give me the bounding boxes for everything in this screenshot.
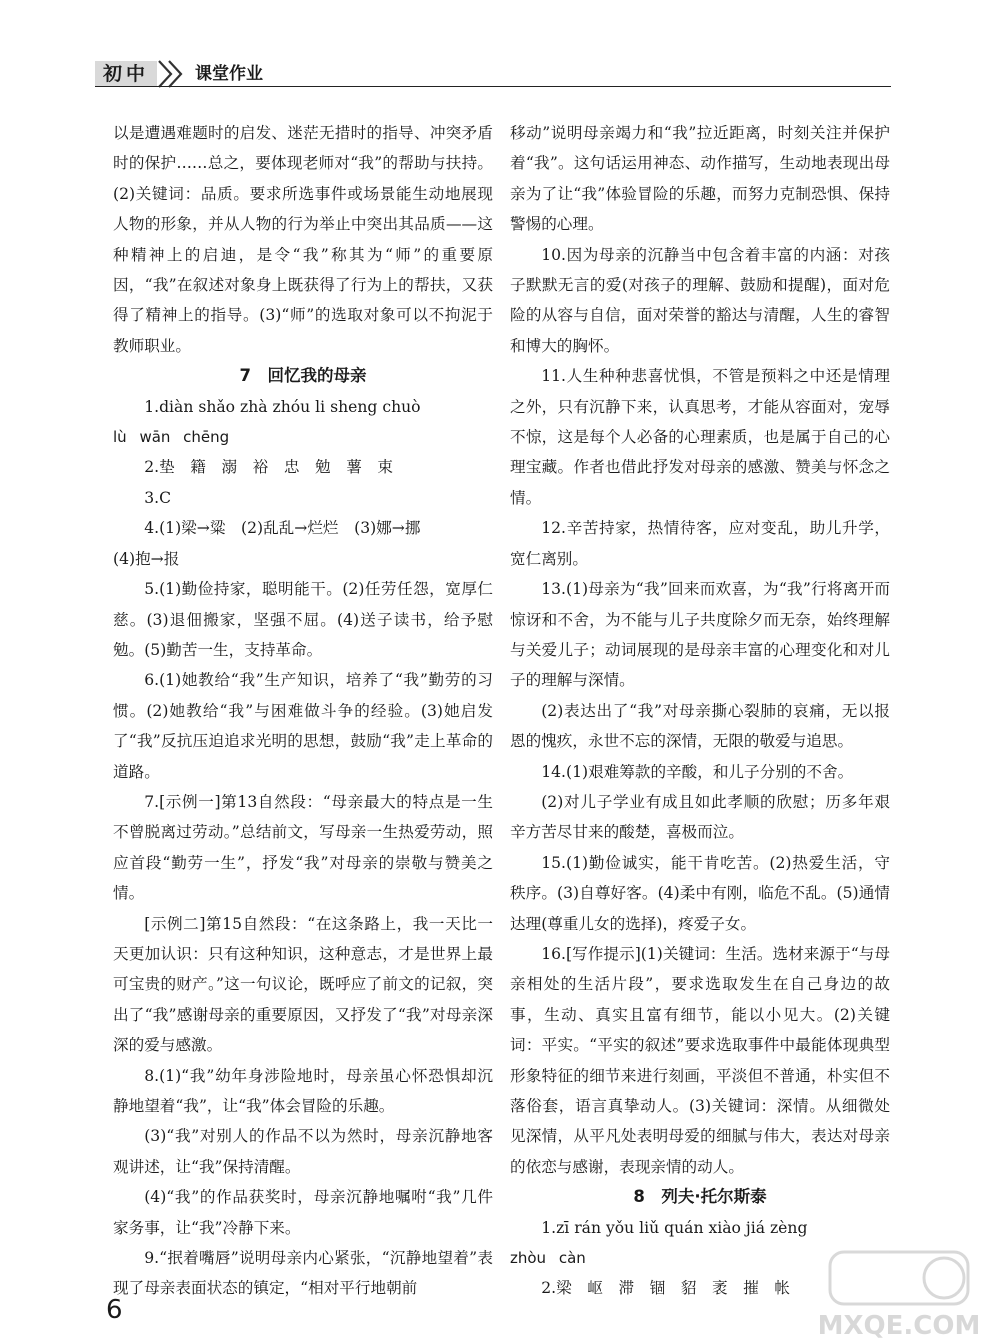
section-heading: 8 列夫·托尔斯泰	[633, 1187, 767, 1207]
answer-paragraph: 4.(1)梁→粱 (2)乱乱→烂烂 (3)娜→挪	[144, 519, 421, 538]
answer-paragraph: 6.(1)她教给“我”生产知识，培养了“我”勤劳的习惯。(2)她教给“我”与困难做斗争的经验。(3)她启发了“我”反抗压迫追求光明的思想，鼓励“我”走上革命的道路。	[113, 671, 493, 781]
answer-paragraph: 7.[示例一]第13自然段：“母亲最大的特点是一生不曾脱离过劳动。”总结前文，写母亲一生热爱劳动，照应首段“勤劳一生”，抒发“我”对母亲的崇敬与赞美之情。	[113, 792, 493, 903]
answer-paragraph: 8.(1)“我”幼年身涉险地时，母亲虽心怀恐惧却沉静地望着“我”，让“我”体会冒险的乐趣。	[113, 1066, 493, 1115]
header-rule	[95, 86, 891, 87]
answer-paragraph: 2.梁 岖 滞 锢 貂 袤 摧 帐	[541, 1279, 790, 1298]
page-number: 6	[106, 1295, 123, 1325]
answer-paragraph: (3)“我”对别人的作品不以为然时，母亲沉静地客观讲述，让“我”保持清醒。	[113, 1127, 493, 1176]
svg-text:MXQE.COM: MXQE.COM	[817, 1311, 981, 1341]
answer-paragraph: 10.因为母亲的沉静当中包含着丰富的内涵：对孩子默默无言的爱(对孩子的理解、鼓励和提醒)，面对危险的从容与自信，面对荣誉的豁达与清醒，人生的睿智和博大的胸怀。	[510, 245, 890, 355]
left-column	[113, 118, 493, 1304]
answer-paragraph: 5.(1)勤俭持家，聪明能干。(2)任劳任怨，宽厚仁慈。(3)退佃搬家，坚强不屈。(4)送子读书，给予慰勉。(5)勤苦一生，支持革命。	[113, 580, 493, 659]
book-subtitle: 课堂作业	[195, 64, 263, 84]
level-tag: 初中	[95, 61, 157, 87]
right-column	[510, 118, 890, 1304]
answer-paragraph: 13.(1)母亲为“我”回来而欢喜，为“我”行将离开而惊讶和不舍，为不能与儿子共度除夕而无奈，始终理解与关爱儿子；动词展现的是母亲丰富的心理变化和对儿子的理解与深情。	[510, 580, 890, 690]
answer-paragraph: 3.C	[144, 488, 171, 507]
answer-paragraph: 以是遭遇难题时的启发、迷茫无措时的指导、冲突矛盾时的保护……总之，要体现老师对“我”的帮助与扶持。(2)关键词：品质。要求所选事件或场景能生动地展现人物的形象，并从人物的行为举止中突出其品质——这种精神上的启迪，是令“我”称其为“师”的重要原因，“我”在叙述对象身上既获得了行为上的帮扶，又获得了精神上的指导。(3)“师”的选取对象可以不拘泥于教师职业。	[113, 124, 493, 355]
answer-paragraph: (2)对儿子学业有成且如此孝顺的欣慰；历多年艰辛方苦尽甘来的酸楚，喜极而泣。	[510, 792, 890, 842]
answer-paragraph: lù wān chēng	[113, 428, 230, 447]
watermark-logo	[817, 1248, 981, 1341]
answer-paragraph: (4)抱→报	[113, 549, 180, 568]
answer-paragraph: 9.“抿着嘴唇”说明母亲内心紧张，“沉静地望着”表现了母亲表面状态的镇定，“相对平行地朝前	[113, 1249, 493, 1298]
answer-paragraph: (4)“我”的作品获奖时，母亲沉静地嘱咐“我”几件家务事，让“我”冷静下来。	[113, 1188, 493, 1237]
answer-paragraph: 15.(1)勤俭诚实，能干肯吃苦。(2)热爱生活，守秩序。(3)自尊好客。(4)柔中有刚，临危不乱。(5)通情达理(尊重儿女的选择)，疼爱子女。	[510, 853, 890, 933]
answer-paragraph: 1.zī rán yǒu liǔ quán xiào jiá zèng	[541, 1218, 808, 1237]
answer-paragraph: 2.垫 籍 溺 裕 忠 勉 薯 束	[144, 458, 393, 477]
answer-paragraph: (2)表达出了“我”对母亲撕心裂肺的哀痛，无以报恩的愧疚，永世不忘的深情，无限的敬爱与追思。	[510, 701, 890, 751]
answer-paragraph: 14.(1)艰难筹款的辛酸，和儿子分别的不舍。	[541, 762, 854, 781]
answer-paragraph: 16.[写作提示](1)关键词：生活。选材来源于“与母亲相处的生活片段”，要求选取发生在自己身边的故事，生动、真实且富有细节，能以小见大。(2)关键词：平实。“平实的叙述”要求选取事件中最能体现典型形象特征的细节来进行刻画，平淡但不普通，朴实但不落俗套，语言真挚动人。(3)关键词：深情。从细微处见深情，从平凡处表明母爱的细腻与伟大，表达对母亲的依恋与感谢，表现亲情的动人。	[510, 944, 890, 1176]
answer-paragraph: 11.人生种种悲喜忧惧，不管是预料之中还是情理之外，只有沉静下来，认真思考，才能从容面对，宠辱不惊，这是每个人必备的心理素质，也是属于自己的心理宝藏。作者也借此抒发对母亲的感激、赞美与怀念之情。	[510, 367, 890, 507]
section-heading: 7 回忆我的母亲	[239, 366, 367, 386]
answer-paragraph: zhòu càn	[510, 1249, 586, 1268]
answer-paragraph: 移动”说明母亲竭力和“我”拉近距离，时刻关注并保护着“我”。这句话运用神态、动作描写，生动地表现出母亲为了让“我”体验冒险的乐趣，而努力克制恐惧、保持警惕的心理。	[510, 124, 890, 234]
answer-paragraph: [示例二]第15自然段：“在这条路上，我一天比一天更加认识：只有这种知识，这种意志，才是世界上最可宝贵的财产。”这一句议论，既呼应了前文的记叙，突出了“我”感谢母亲的重要原因，又抒发了“我”对母亲深深的爱与感激。	[113, 914, 493, 1055]
answer-paragraph: 1.diàn shǎo zhà zhóu li sheng chuò	[144, 397, 421, 416]
answer-paragraph: 12.辛苦持家，热情待客，应对变乱，助儿升学，宽仁离别。	[510, 519, 890, 568]
